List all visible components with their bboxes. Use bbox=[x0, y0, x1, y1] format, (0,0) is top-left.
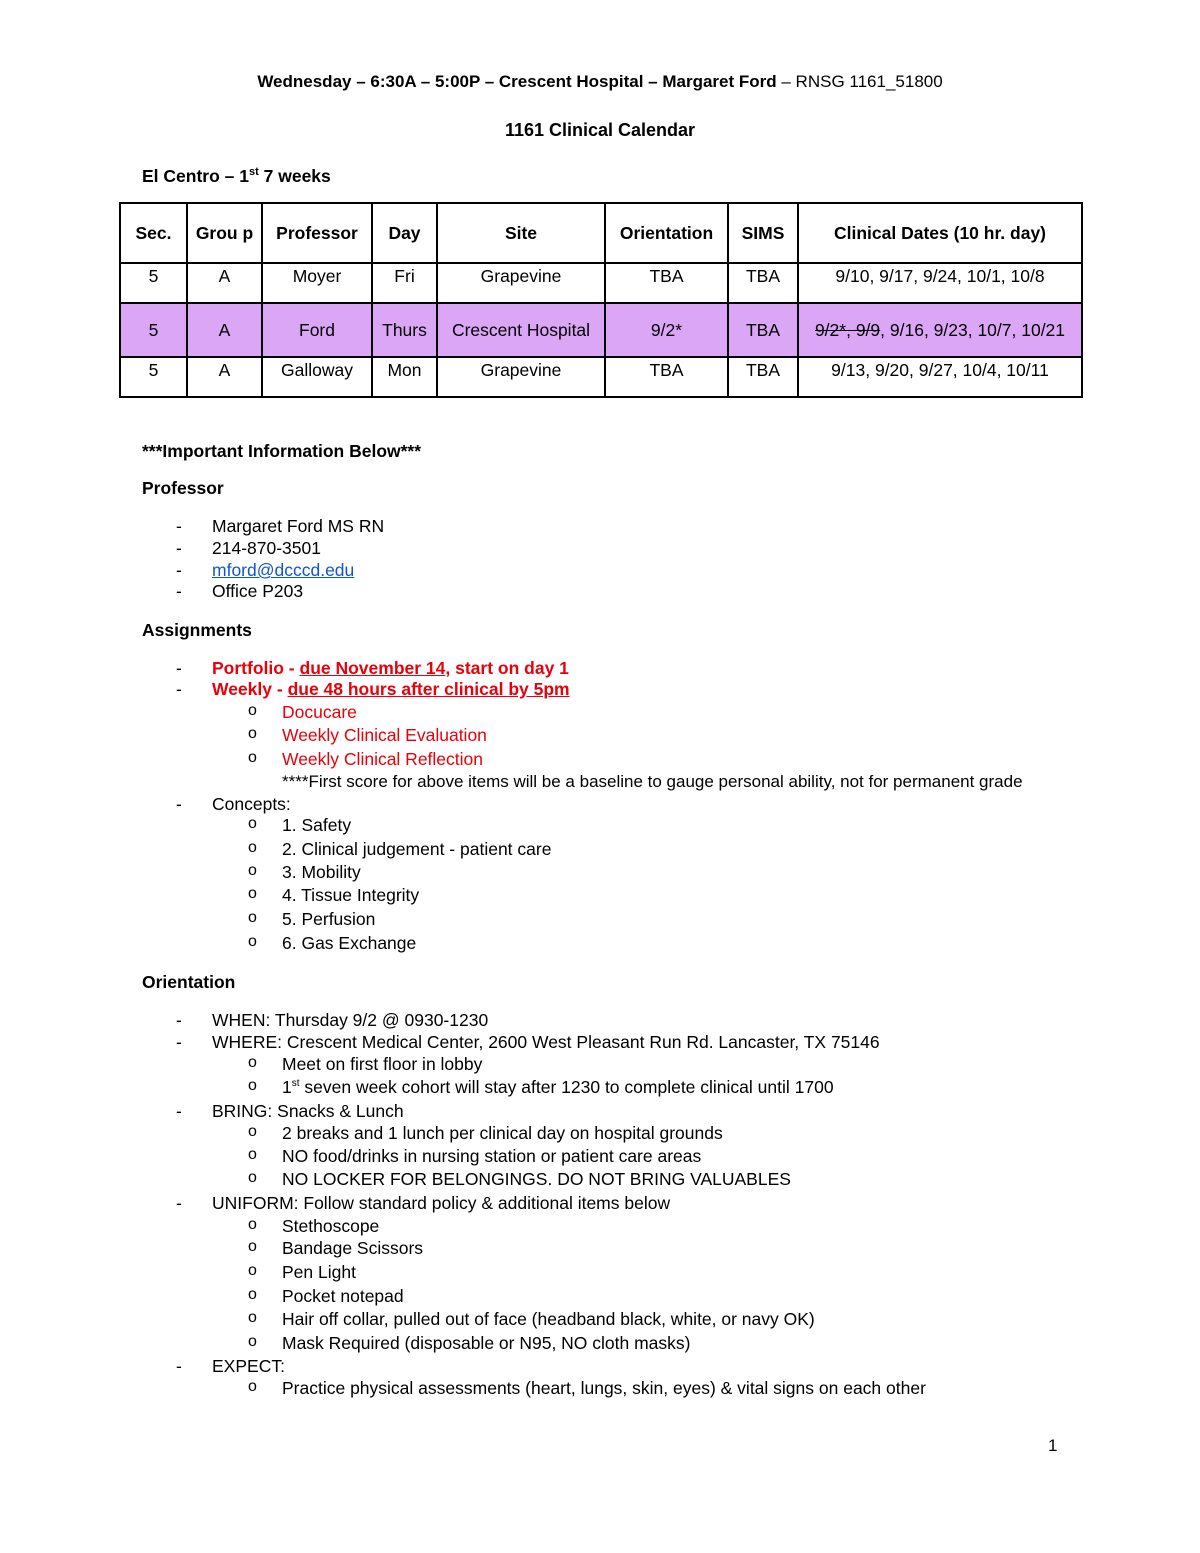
col-header-professor: Professor bbox=[262, 203, 372, 263]
cohort-post: seven week cohort will stay after 1230 to complete clinical until 1700 bbox=[299, 1077, 834, 1097]
cell-site: Crescent Hospital bbox=[437, 303, 605, 357]
bullet-marker: o bbox=[248, 1077, 257, 1094]
cell-clinical-dates bbox=[798, 263, 1082, 303]
dates: 9/13, 9/20, 9/27, 10/4, 10/11 bbox=[831, 360, 1049, 380]
concept-item: 6. Gas Exchange bbox=[282, 933, 417, 953]
cell-sims: TBA bbox=[728, 263, 798, 303]
bullet-marker: o bbox=[248, 1333, 257, 1350]
dash-marker: - bbox=[176, 679, 182, 699]
uniform-subitem: Pocket notepad bbox=[282, 1286, 404, 1306]
orientation-heading: Orientation bbox=[142, 972, 236, 992]
struck-dates: 9/2*, 9/9 bbox=[814, 319, 881, 340]
concepts-label: Concepts: bbox=[212, 794, 291, 814]
concept-item: 2. Clinical judgement - patient care bbox=[282, 839, 552, 859]
important-info-heading: ***Important Information Below*** bbox=[142, 441, 422, 461]
clinical-calendar-table bbox=[119, 202, 1083, 398]
subtitle-sup: st bbox=[248, 166, 259, 179]
dates: 9/10, 9/17, 9/24, 10/1, 10/8 bbox=[835, 266, 1045, 286]
dash-marker: - bbox=[176, 516, 182, 536]
document-header bbox=[0, 72, 1200, 92]
cell-professor: Ford bbox=[262, 303, 372, 357]
table-row bbox=[120, 357, 1082, 397]
concept-item: 5. Perfusion bbox=[282, 909, 376, 929]
page-title: 1161 Clinical Calendar bbox=[504, 120, 696, 140]
weekly-subitem: Docucare bbox=[282, 702, 357, 722]
bullet-marker: o bbox=[248, 885, 257, 902]
dash-marker: - bbox=[176, 1032, 182, 1052]
col-header-site: Site bbox=[437, 203, 605, 263]
cell-professor: Moyer bbox=[262, 263, 372, 303]
cell-clinical-dates bbox=[798, 303, 1082, 357]
uniform-subitem: Stethoscope bbox=[282, 1216, 380, 1236]
weekly-subitem: Weekly Clinical Reflection bbox=[282, 749, 484, 769]
uniform-subitem: Pen Light bbox=[282, 1262, 356, 1282]
orientation-where: WHERE: Crescent Medical Center, 2600 West Pleasant Run Rd. Lancaster, TX 75146 bbox=[212, 1032, 880, 1052]
cell-orientation: TBA bbox=[605, 263, 728, 303]
concept-item: 4. Tissue Integrity bbox=[282, 885, 420, 905]
uniform-subitem: Bandage Scissors bbox=[282, 1238, 424, 1258]
expect-subitem: Practice physical assessments (heart, lungs, skin, eyes) & vital signs on each other bbox=[282, 1378, 926, 1398]
header-course-code: – RNSG 1161_51800 bbox=[776, 72, 943, 91]
dates: , 9/16, 9/23, 10/7, 10/21 bbox=[880, 319, 1066, 340]
professor-email-link[interactable]: mford@dcccd.edu bbox=[212, 560, 355, 580]
cell-sims: TBA bbox=[728, 303, 798, 357]
section-subtitle bbox=[142, 166, 331, 187]
page-number: 1 bbox=[1048, 1436, 1058, 1455]
bring-subitem: NO LOCKER FOR BELONGINGS. DO NOT BRING VALUABLES bbox=[282, 1169, 791, 1189]
bullet-marker: o bbox=[248, 702, 257, 719]
cell-group: A bbox=[187, 263, 262, 303]
cell-group: A bbox=[187, 357, 262, 397]
table-row bbox=[120, 263, 1082, 303]
bring-subitem: NO food/drinks in nursing station or patient care areas bbox=[282, 1146, 702, 1166]
cell-sec: 5 bbox=[120, 303, 187, 357]
col-header-sims: SIMS bbox=[728, 203, 798, 263]
header-bold-text: Wednesday – 6:30A – 5:00P – Crescent Hospital – Margaret Ford bbox=[257, 72, 777, 91]
dash-marker: - bbox=[176, 1010, 182, 1030]
weekly-item bbox=[212, 679, 570, 700]
col-header-clinical-dates: Clinical Dates (10 hr. day) bbox=[798, 203, 1082, 263]
bullet-marker: o bbox=[248, 1169, 257, 1186]
cell-site: Grapevine bbox=[437, 357, 605, 397]
orientation-when: WHEN: Thursday 9/2 @ 0930-1230 bbox=[212, 1010, 489, 1030]
cell-sec: 5 bbox=[120, 357, 187, 397]
cell-day: Thurs bbox=[372, 303, 437, 357]
orientation-bring: BRING: Snacks & Lunch bbox=[212, 1101, 404, 1121]
dash-marker: - bbox=[176, 581, 182, 601]
dash-marker: - bbox=[176, 1356, 182, 1376]
subtitle-post: 7 weeks bbox=[258, 166, 331, 186]
table-header-row bbox=[120, 203, 1082, 263]
weekly-due: due 48 hours after clinical by 5pm bbox=[287, 679, 570, 699]
dash-marker: - bbox=[176, 658, 182, 678]
bullet-marker: o bbox=[248, 815, 257, 832]
table-row-highlighted bbox=[120, 303, 1082, 357]
weekly-subitem: Weekly Clinical Evaluation bbox=[282, 725, 487, 745]
bullet-marker: o bbox=[248, 1238, 257, 1255]
cell-sec: 5 bbox=[120, 263, 187, 303]
professor-phone: 214-870-3501 bbox=[212, 538, 321, 558]
portfolio-item bbox=[212, 658, 569, 679]
concept-item: 3. Mobility bbox=[282, 862, 361, 882]
bullet-marker: o bbox=[248, 1309, 257, 1326]
weekly-sep: - bbox=[272, 679, 288, 699]
bullet-marker: o bbox=[248, 1054, 257, 1071]
cell-orientation: 9/2* bbox=[605, 303, 728, 357]
professor-heading: Professor bbox=[142, 478, 224, 498]
bullet-marker: o bbox=[248, 1378, 257, 1395]
portfolio-sep: - bbox=[283, 658, 300, 678]
cohort-pre: 1 bbox=[282, 1077, 292, 1097]
dash-marker: - bbox=[176, 794, 182, 814]
bullet-marker: o bbox=[248, 725, 257, 742]
dash-marker: - bbox=[176, 1193, 182, 1213]
dash-marker: - bbox=[176, 1101, 182, 1121]
bullet-marker: o bbox=[248, 1123, 257, 1140]
baseline-note: ****First score for above items will be a baseline to gauge personal ability, not for permanent grade bbox=[282, 772, 1023, 791]
bullet-marker: o bbox=[248, 1286, 257, 1303]
cell-orientation: TBA bbox=[605, 357, 728, 397]
bullet-marker: o bbox=[248, 749, 257, 766]
col-header-sec: Sec. bbox=[120, 203, 187, 263]
bullet-marker: o bbox=[248, 862, 257, 879]
assignments-heading: Assignments bbox=[142, 620, 252, 640]
col-header-day: Day bbox=[372, 203, 437, 263]
portfolio-due: due November 14 bbox=[299, 658, 446, 678]
bullet-marker: o bbox=[248, 1216, 257, 1233]
cell-day: Mon bbox=[372, 357, 437, 397]
orientation-expect: EXPECT: bbox=[212, 1356, 285, 1376]
subtitle-pre: El Centro – 1 bbox=[142, 166, 249, 186]
uniform-subitem: Hair off collar, pulled out of face (headband black, white, or navy OK) bbox=[282, 1309, 815, 1329]
bullet-marker: o bbox=[248, 1146, 257, 1163]
portfolio-label: Portfolio bbox=[212, 658, 284, 678]
bullet-marker: o bbox=[248, 1262, 257, 1279]
bullet-marker: o bbox=[248, 839, 257, 856]
cell-day: Fri bbox=[372, 263, 437, 303]
bullet-marker: o bbox=[248, 933, 257, 950]
where-subitem: Meet on first floor in lobby bbox=[282, 1054, 483, 1074]
portfolio-rest: , start on day 1 bbox=[445, 658, 569, 678]
concept-item: 1. Safety bbox=[282, 815, 352, 835]
col-header-orientation: Orientation bbox=[605, 203, 728, 263]
professor-office: Office P203 bbox=[212, 581, 304, 601]
bring-subitem: 2 breaks and 1 lunch per clinical day on hospital grounds bbox=[282, 1123, 723, 1143]
orientation-uniform: UNIFORM: Follow standard policy & additional items below bbox=[212, 1193, 671, 1213]
cohort-subitem bbox=[282, 1077, 834, 1098]
cell-professor: Galloway bbox=[262, 357, 372, 397]
professor-name: Margaret Ford MS RN bbox=[212, 516, 385, 536]
cell-clinical-dates bbox=[798, 357, 1082, 397]
cell-site: Grapevine bbox=[437, 263, 605, 303]
col-header-group: Grou p bbox=[187, 203, 262, 263]
cohort-sup: st bbox=[291, 1078, 300, 1090]
dash-marker: - bbox=[176, 560, 182, 580]
uniform-subitem: Mask Required (disposable or N95, NO cloth masks) bbox=[282, 1333, 691, 1353]
cell-sims: TBA bbox=[728, 357, 798, 397]
dash-marker: - bbox=[176, 538, 182, 558]
cell-group: A bbox=[187, 303, 262, 357]
weekly-label: Weekly bbox=[212, 679, 272, 699]
bullet-marker: o bbox=[248, 909, 257, 926]
